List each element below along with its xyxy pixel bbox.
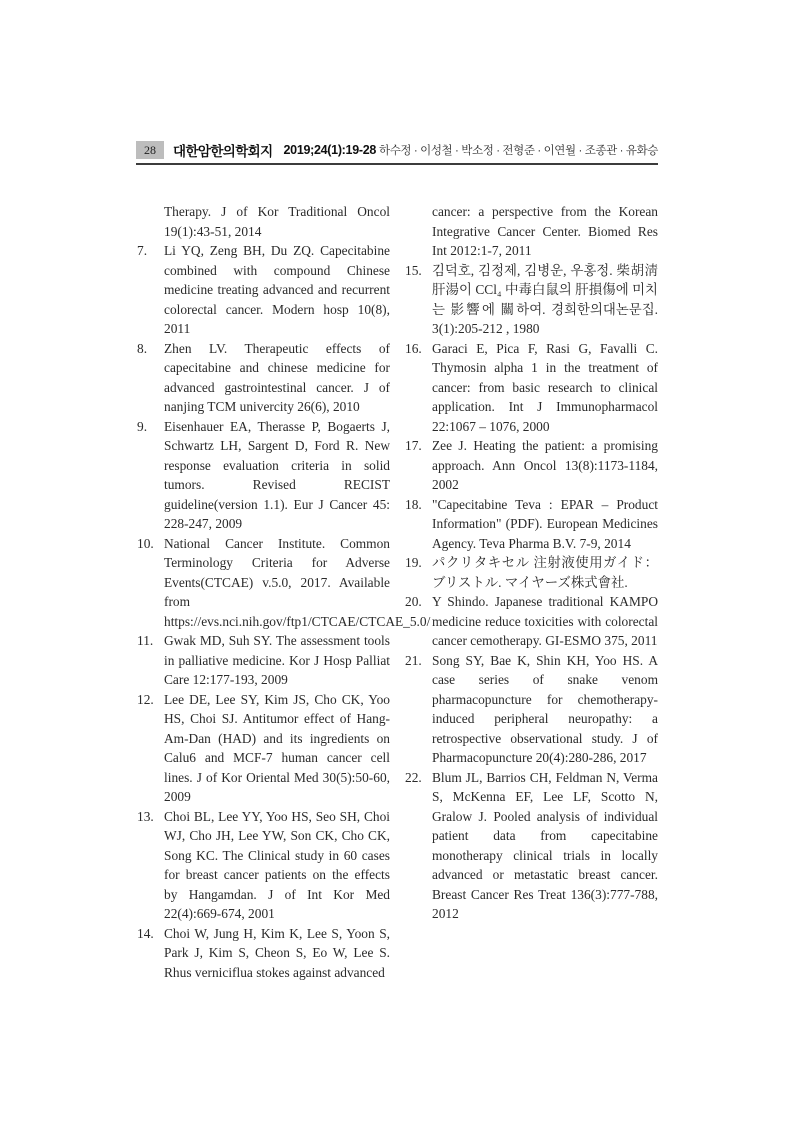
reference-number: 9. xyxy=(137,418,148,434)
reference-item xyxy=(405,553,658,592)
reference-text: Song SY, Bae K, Shin KH, Yoo HS. A case series of snake venom pharmacopuncture for chemotherapy-induced peripheral neuropathy: a retrospective observational study. J of Pharmacopuncture 20(4):280-286, 2017 xyxy=(432,652,658,765)
references-right-column xyxy=(405,202,658,982)
reference-number: 16. xyxy=(405,340,422,356)
reference-item xyxy=(137,241,390,339)
reference-number: 13. xyxy=(137,808,154,824)
page-number-badge: 28 xyxy=(136,141,164,159)
reference-item xyxy=(137,807,390,924)
reference-item xyxy=(137,924,390,983)
reference-number: 18. xyxy=(405,496,422,512)
reference-item xyxy=(405,768,658,924)
reference-number: 14. xyxy=(137,925,154,941)
journal-title: 대한암한의학회지 xyxy=(173,144,273,159)
reference-item xyxy=(405,651,658,768)
reference-number: 22. xyxy=(405,769,422,785)
reference-number: 19. xyxy=(405,555,422,570)
reference-item xyxy=(137,631,390,690)
reference-text: パクリタキセル 注射液使用ガイド：ブリストル. マイヤーズ株式會社. xyxy=(432,555,658,590)
reference-text: Therapy. J of Kor Traditional Oncol 19(1):43-51, 2014 xyxy=(164,204,390,239)
reference-item xyxy=(405,592,658,651)
reference-item xyxy=(137,202,390,241)
reference-text: Gwak MD, Suh SY. The assessment tools in palliative medicine. Kor J Hosp Palliat Care 12:177-193, 2009 xyxy=(164,633,390,687)
reference-text: Li YQ, Zeng BH, Du ZQ. Capecitabine combined with compound Chinese medicine treating advanced and recurrent colorectal cancer. Modern hosp 10(8), 2011 xyxy=(164,243,390,336)
reference-text: Blum JL, Barrios CH, Feldman N, Verma S, McKenna EF, Lee LF, Scotto N, Gralow J. Pooled analysis of individual patient data from capecitabine monotherapy clinical trials in locally advanced or metastatic breast cancer. Breast Cancer Res Treat 136(3):777-788, 2012 xyxy=(432,769,658,921)
authors-line: 하수정 · 이성철 · 박소정 · 전형준 · 이연월 · 조종관 · 유화승 xyxy=(378,145,658,157)
reference-number: 10. xyxy=(137,535,154,551)
reference-number: 7. xyxy=(137,243,148,258)
reference-number: 8. xyxy=(137,340,148,356)
reference-item xyxy=(137,417,390,534)
reference-text: Zee J. Heating the patient: a promising approach. Ann Oncol 13(8):1173-1184, 2002 xyxy=(432,438,658,492)
reference-text: Y Shindo. Japanese traditional KAMPO medicine reduce toxicities with colorectal cancer cemotherapy. GI-ESMO 375, 2011 xyxy=(432,594,658,648)
references-section xyxy=(137,202,658,982)
reference-number: 17. xyxy=(405,438,422,453)
reference-item xyxy=(405,436,658,495)
reference-text: Eisenhauer EA, Therasse P, Bogaerts J, Schwartz LH, Sargent D, Ford R. New response evaluation criteria in solid tumors. Revised RECIST guideline(version 1.1). Eur J Cancer 45: 228-247, 2009 xyxy=(164,418,390,531)
reference-text: cancer: a perspective from the Korean Integrative Cancer Center. Biomed Res Int 2012:1-7, 2011 xyxy=(432,204,658,258)
page-header xyxy=(136,139,658,165)
reference-text: Choi W, Jung H, Kim K, Lee S, Yoon S, Park J, Kim S, Cheon S, Eo W, Lee S. Rhus verniciflua stokes against advanced xyxy=(164,925,390,980)
reference-number: 15. xyxy=(405,262,422,278)
reference-number: 21. xyxy=(405,652,422,668)
reference-text: Lee DE, Lee SY, Kim JS, Cho CK, Yoo HS, Choi SJ. Antitumor effect of Hang-Am-Dan (HAD) and its ingredients on Calu6 and MCF-7 human cancer cell lines. J of Kor Oriental Med 30(5):50-60, 2009 xyxy=(164,691,390,804)
reference-text: Garaci E, Pica F, Rasi G, Favalli C. Thymosin alpha 1 in the treatment of cancer: from basic research to clinical application. Int J Immunopharmacol 22:1067 – 1076, 2000 xyxy=(432,340,658,434)
reference-item xyxy=(405,261,658,339)
reference-text: "Capecitabine Teva : EPAR – Product Information" (PDF). European Medicines Agency. Teva Pharma B.V. 7-9, 2014 xyxy=(432,496,658,551)
reference-text: Choi BL, Lee YY, Yoo HS, Seo SH, Choi WJ, Cho JH, Lee YW, Son CK, Cho CK, Song KC. The Clinical study in 60 cases for breast cancer patients on the effects by Hangamdan. J of Int Kor Med 22(4):669-674, 2001 xyxy=(164,808,390,921)
reference-number: 12. xyxy=(137,691,154,707)
reference-item xyxy=(405,339,658,437)
reference-text: Zhen LV. Therapeutic effects of capecitabine and chinese medicine for advanced gastrointestinal cancer. J of nanjing TCM univercity 26(6), 2010 xyxy=(164,340,390,414)
reference-item xyxy=(137,339,390,417)
reference-item xyxy=(405,495,658,554)
reference-text: 김덕호, 김정제, 김병운, 우홍정. 柴胡淸肝湯이 CCl₄ 中毒白鼠의 肝損傷에 미치는 影響에 關하여. 경희한의대논문집. 3(1):205-212 , 1980 xyxy=(432,262,658,336)
header-left-group xyxy=(136,140,376,160)
reference-text: National Cancer Institute. Common Terminology Criteria for Adverse Events(CTCAE) v.5.0, 2017. Available from https://evs.nci.nih.gov/ftp1/CTCAE/CTCAE_5.0/ xyxy=(164,535,431,629)
reference-number: 20. xyxy=(405,594,422,609)
journal-citation: 2019;24(1):19-28 xyxy=(283,143,377,157)
reference-item xyxy=(137,690,390,807)
reference-number: 11. xyxy=(137,633,154,648)
reference-item xyxy=(405,202,658,261)
